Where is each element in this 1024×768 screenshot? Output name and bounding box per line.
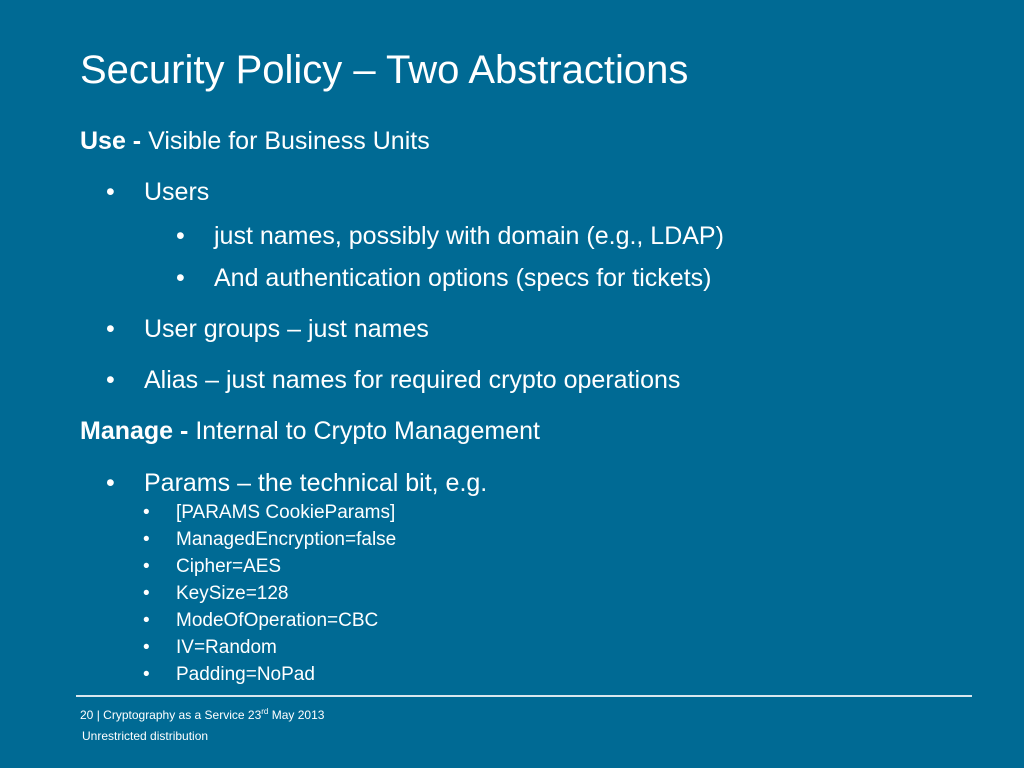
bullet-text: Params – the technical bit, e.g. <box>144 469 488 497</box>
param-text: Cipher=AES <box>176 556 282 577</box>
bullet-dot-icon: • <box>143 556 150 577</box>
bullet-dot-icon: • <box>143 637 150 658</box>
footer-date: May 2013 <box>268 708 325 722</box>
manage-heading <box>80 416 540 446</box>
footer-distribution: Unrestricted distribution <box>82 729 209 743</box>
bullet-text: just names, possibly with domain (e.g., LDAP) <box>214 222 724 250</box>
param-text: IV=Random <box>176 637 277 658</box>
manage-heading-text: Internal to Crypto Management <box>195 417 540 445</box>
bullet-dot-icon: • <box>106 315 115 343</box>
use-heading-label: Use - <box>80 127 142 155</box>
footer-date-suffix: rd <box>261 707 269 716</box>
bullet-dot-icon: • <box>143 610 150 631</box>
bullet-dot-icon: • <box>143 583 150 604</box>
bullet-text: User groups – just names <box>144 315 429 343</box>
footer-divider <box>76 695 972 697</box>
footer-line <box>80 708 324 722</box>
param-text: ManagedEncryption=false <box>176 529 397 550</box>
bullet-dot-icon: • <box>143 502 150 523</box>
footer-title: Cryptography as a Service 23 <box>103 708 262 722</box>
bullet-text: Users <box>144 178 210 206</box>
manage-heading-label: Manage - <box>80 417 189 445</box>
use-heading-text: Visible for Business Units <box>148 127 430 155</box>
bullet-dot-icon: • <box>176 222 185 250</box>
bullet-dot-icon: • <box>143 529 150 550</box>
bullet-dot-icon: • <box>106 366 115 394</box>
bullet-dot-icon: • <box>106 178 115 206</box>
bullet-dot-icon: • <box>143 664 150 685</box>
param-text: Padding=NoPad <box>176 664 315 685</box>
bullet-dot-icon: • <box>176 264 185 292</box>
bullet-text: Alias – just names for required crypto operations <box>144 366 681 394</box>
param-text: KeySize=128 <box>176 583 289 604</box>
slide-title: Security Policy – Two Abstractions <box>80 48 689 92</box>
param-text: [PARAMS CookieParams] <box>176 502 396 523</box>
footer-separator: | <box>96 708 100 722</box>
page-number: 20 <box>80 708 94 722</box>
bullet-text: And authentication options (specs for tickets) <box>214 264 712 292</box>
param-text: ModeOfOperation=CBC <box>176 610 379 631</box>
use-heading <box>80 126 430 156</box>
bullet-dot-icon: • <box>106 469 115 497</box>
